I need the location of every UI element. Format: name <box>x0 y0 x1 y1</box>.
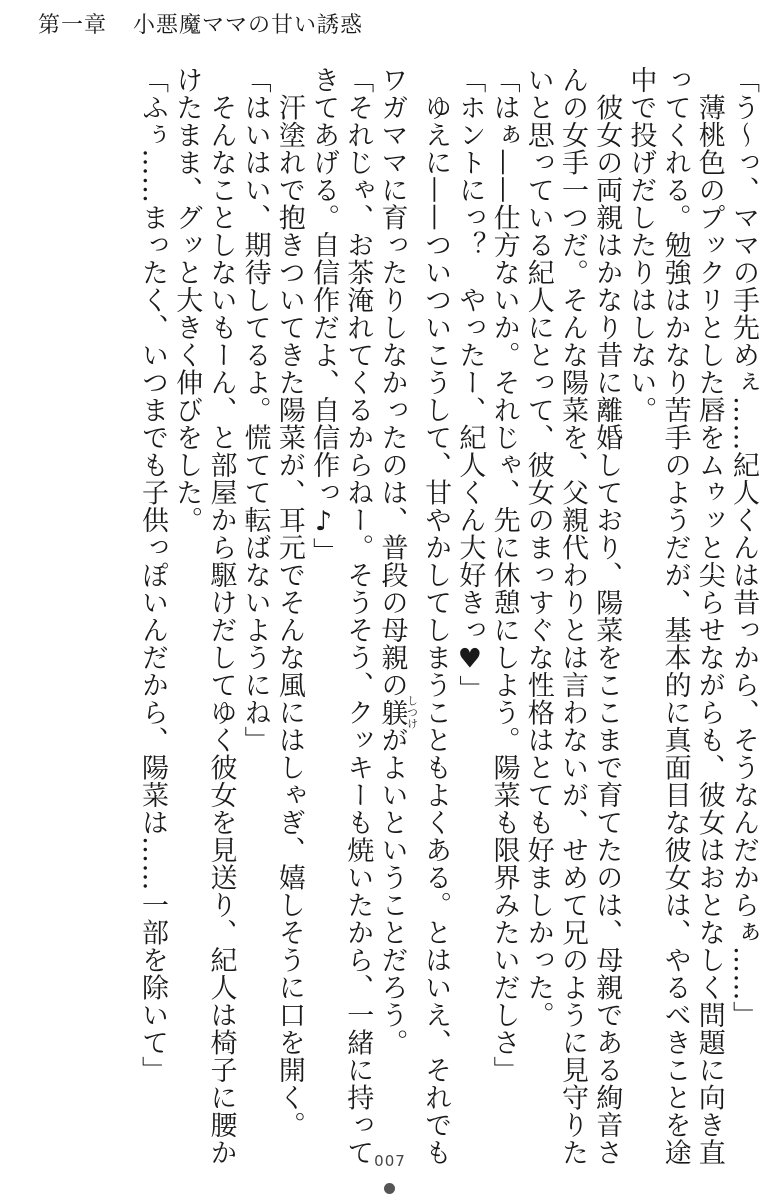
text-column: 「はいはい、期待してるよ。慌てて転ばないようにね」 <box>239 66 271 754</box>
chapter-number: 第一章 <box>38 13 108 38</box>
text-column: 「それじゃ、お茶淹れてくるからねー。そうそう、クッキーも焼いたから、一緒に持って <box>342 66 374 1166</box>
text-column: 「ふぅ……まったく、いつまでも子供っぽいんだから、陽菜は……一部を除いて」 <box>137 66 169 1084</box>
chapter-header <box>38 8 363 39</box>
text-column: 彼女の両親はかなり昔に離婚しており、陽菜をここまで育てたのは、母親である絢音さ <box>591 66 623 1166</box>
text-column: 中で投げだしたりはしない。 <box>625 66 657 424</box>
text-column: 「う〜っ、ママの手先めぇ……紀人くんは昔っから、そうなんだからぁ……」 <box>728 66 759 1029</box>
text-column: そんなことしないもーん、と部屋から駆けだしてゆく彼女を見送り、紀人は椅子に腰か <box>205 66 237 1166</box>
text-column: 「ホントにっ？ やったー、紀人くん大好きっ♥」 <box>454 66 486 703</box>
text-column: んの女手一つだ。そんな陽菜を、父親代わりとは言わないが、せめて兄のように見守りた <box>556 66 588 1166</box>
text-column: 「はぁ——仕方ないか。それじゃ、先に休憩にしよう。陽菜も限界みたいだしさ」 <box>488 66 520 1084</box>
text-column: 薄桃色のプックリとした唇をムゥッと尖らせながらも、彼女はおとなしく問題に向き直 <box>693 66 725 1166</box>
ruby-annotation: 躾しつけ <box>376 695 419 730</box>
text-column: きてあげる。自信作だよ、自信作っ♪」 <box>308 66 340 565</box>
text-column: ってくれる。勉強はかなり苦手のようだが、基本的に真面目な彼女は、やるべきことを途 <box>659 66 691 1166</box>
text-column: ゆえに——ついついこうして、甘やかしてしまうこともよくある。とはいえ、それでも <box>420 66 452 1166</box>
page-position-indicator[interactable] <box>384 1183 395 1194</box>
chapter-title: 小悪魔ママの甘い誘惑 <box>133 13 364 38</box>
page-number: 007 <box>374 1152 406 1170</box>
text-column: ワガママに育ったりしなかったのは、普段の母親の躾しつけがよいということだろう。 <box>376 66 419 1056</box>
text-column: 汗塗れで抱きついてきた陽菜が、耳元でそんな風にはしゃぎ、嬉しそうに口を開く。 <box>273 66 305 1139</box>
text-column: いと思っている紀人にとって、彼女のまっすぐな性格はとても好ましかった。 <box>522 66 554 1029</box>
text-column: けたまま、グッと大きく伸びをした。 <box>171 66 203 534</box>
